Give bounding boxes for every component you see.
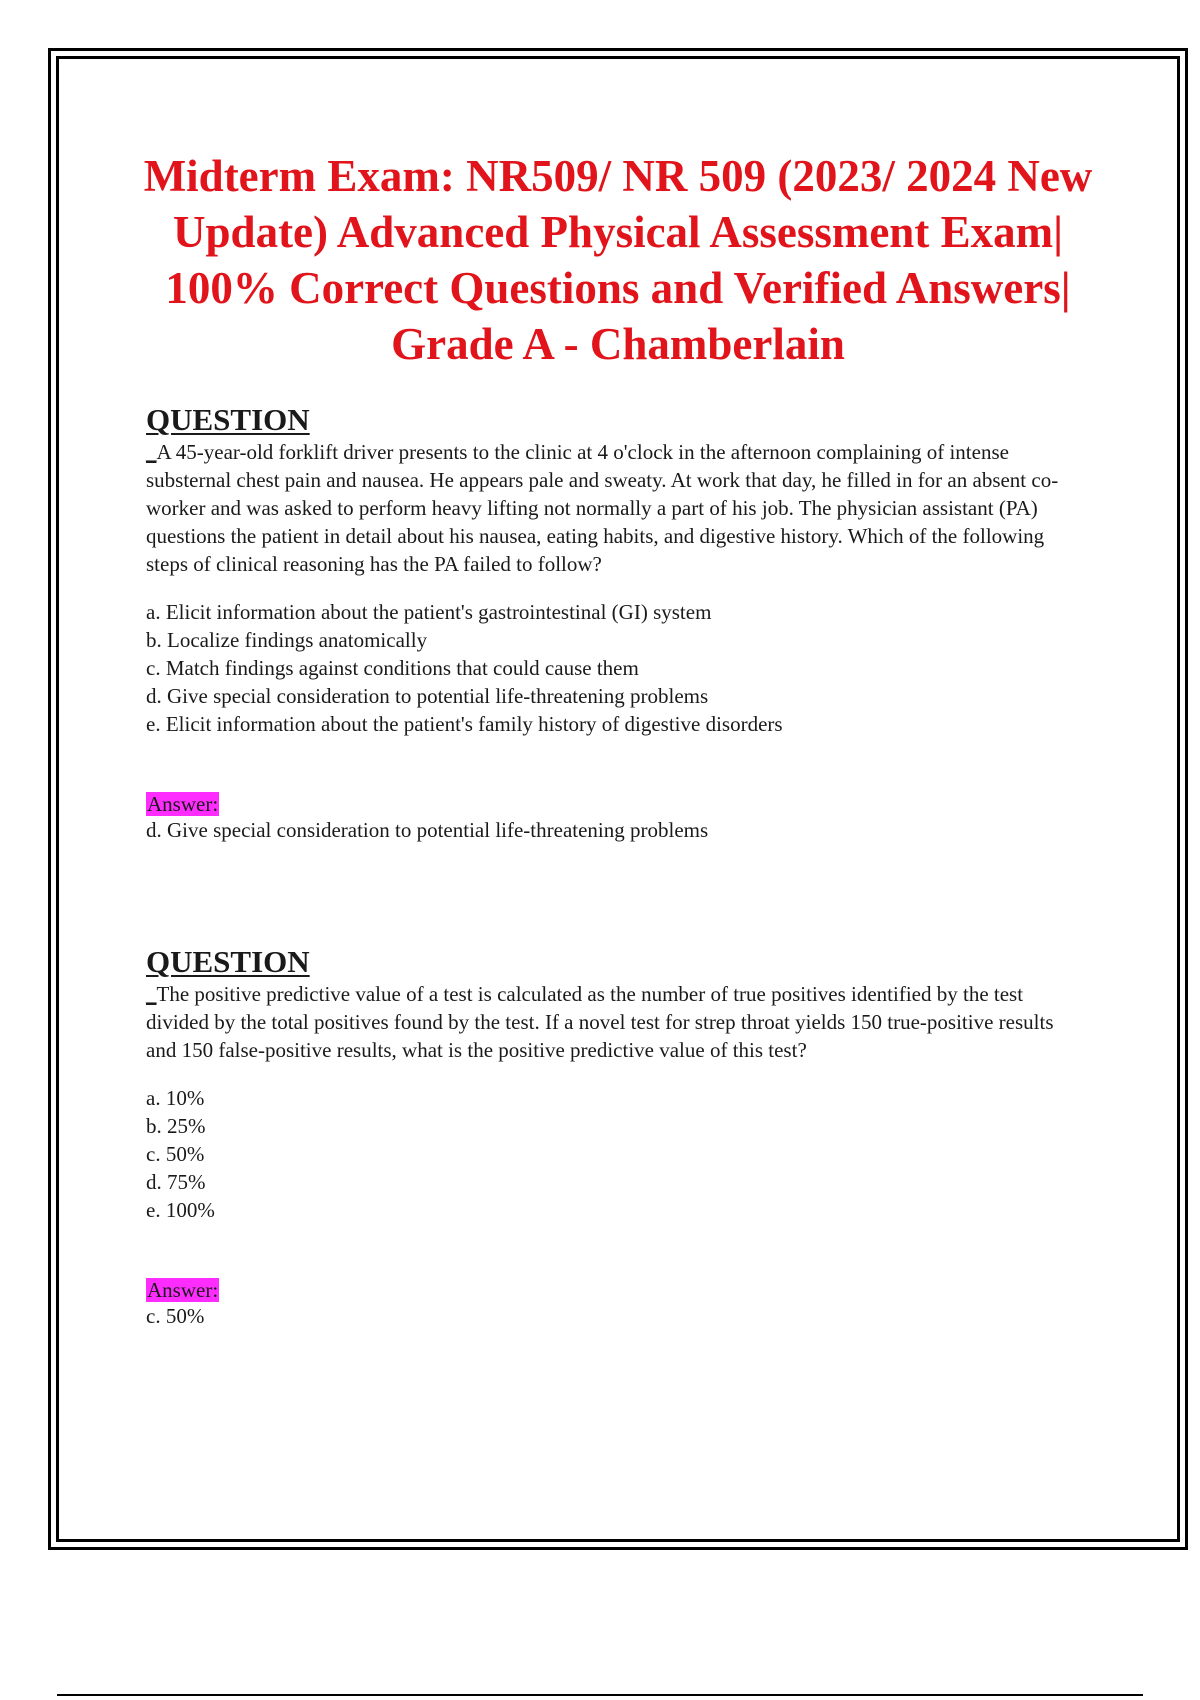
question-block-2	[146, 946, 1086, 1330]
question-lead-mark: _	[146, 982, 157, 1006]
question-text	[146, 438, 1086, 578]
option-item: b. 25%	[146, 1114, 206, 1138]
question-body: A 45-year-old forklift driver presents to the clinic at 4 o'clock in the afternoon complaining of intense substernal chest pain and nausea. He appears pale and sweaty. At work that day, he filled in for an absent co-worker and was asked to perform heavy lifting not normally a part of his job. The physician assistant (PA) questions the patient in detail about his nausea, eating habits, and digestive history. Which of the following steps of clinical reasoning has the PA failed to follow?	[146, 440, 1059, 576]
answer-block	[146, 1278, 1086, 1330]
answer-label: Answer:	[147, 792, 219, 816]
answer-label: Answer:	[147, 1278, 219, 1302]
answer-text: c. 50%	[146, 1304, 205, 1328]
option-item: c. Match findings against conditions that could cause them	[146, 656, 639, 680]
option-list	[146, 598, 1086, 738]
answer-block	[146, 792, 1086, 844]
question-heading: QUESTION	[146, 944, 310, 979]
footer-rule	[57, 1694, 1143, 1696]
option-item: a. Elicit information about the patient's gastrointestinal (GI) system	[146, 600, 712, 624]
option-list	[146, 1084, 1086, 1224]
option-item: e. 100%	[146, 1198, 215, 1222]
option-item: c. 50%	[146, 1142, 205, 1166]
question-text	[146, 980, 1086, 1064]
question-body: The positive predictive value of a test is calculated as the number of true positives identified by the test divided by the total positives found by the test. If a novel test for strep throat yields 150 true-positive results and 150 false-positive results, what is the positive predictive value of this test?	[146, 982, 1054, 1062]
option-item: b. Localize findings anatomically	[146, 628, 428, 652]
option-item: a. 10%	[146, 1086, 205, 1110]
option-item: d. 75%	[146, 1170, 206, 1194]
question-block-1	[146, 404, 1086, 844]
question-lead-mark: _	[146, 440, 157, 464]
option-item: d. Give special consideration to potential life-threatening problems	[146, 684, 709, 708]
document-title: Midterm Exam: NR509/ NR 509 (2023/ 2024 New Update) Advanced Physical Assessment Exam| 100% Correct Questions and Verified Answers| Grade A - Chamberlain	[143, 151, 1093, 369]
option-item: e. Elicit information about the patient's family history of digestive disorders	[146, 712, 783, 736]
question-heading: QUESTION	[146, 402, 310, 437]
answer-text: d. Give special consideration to potential life-threatening problems	[146, 818, 709, 842]
